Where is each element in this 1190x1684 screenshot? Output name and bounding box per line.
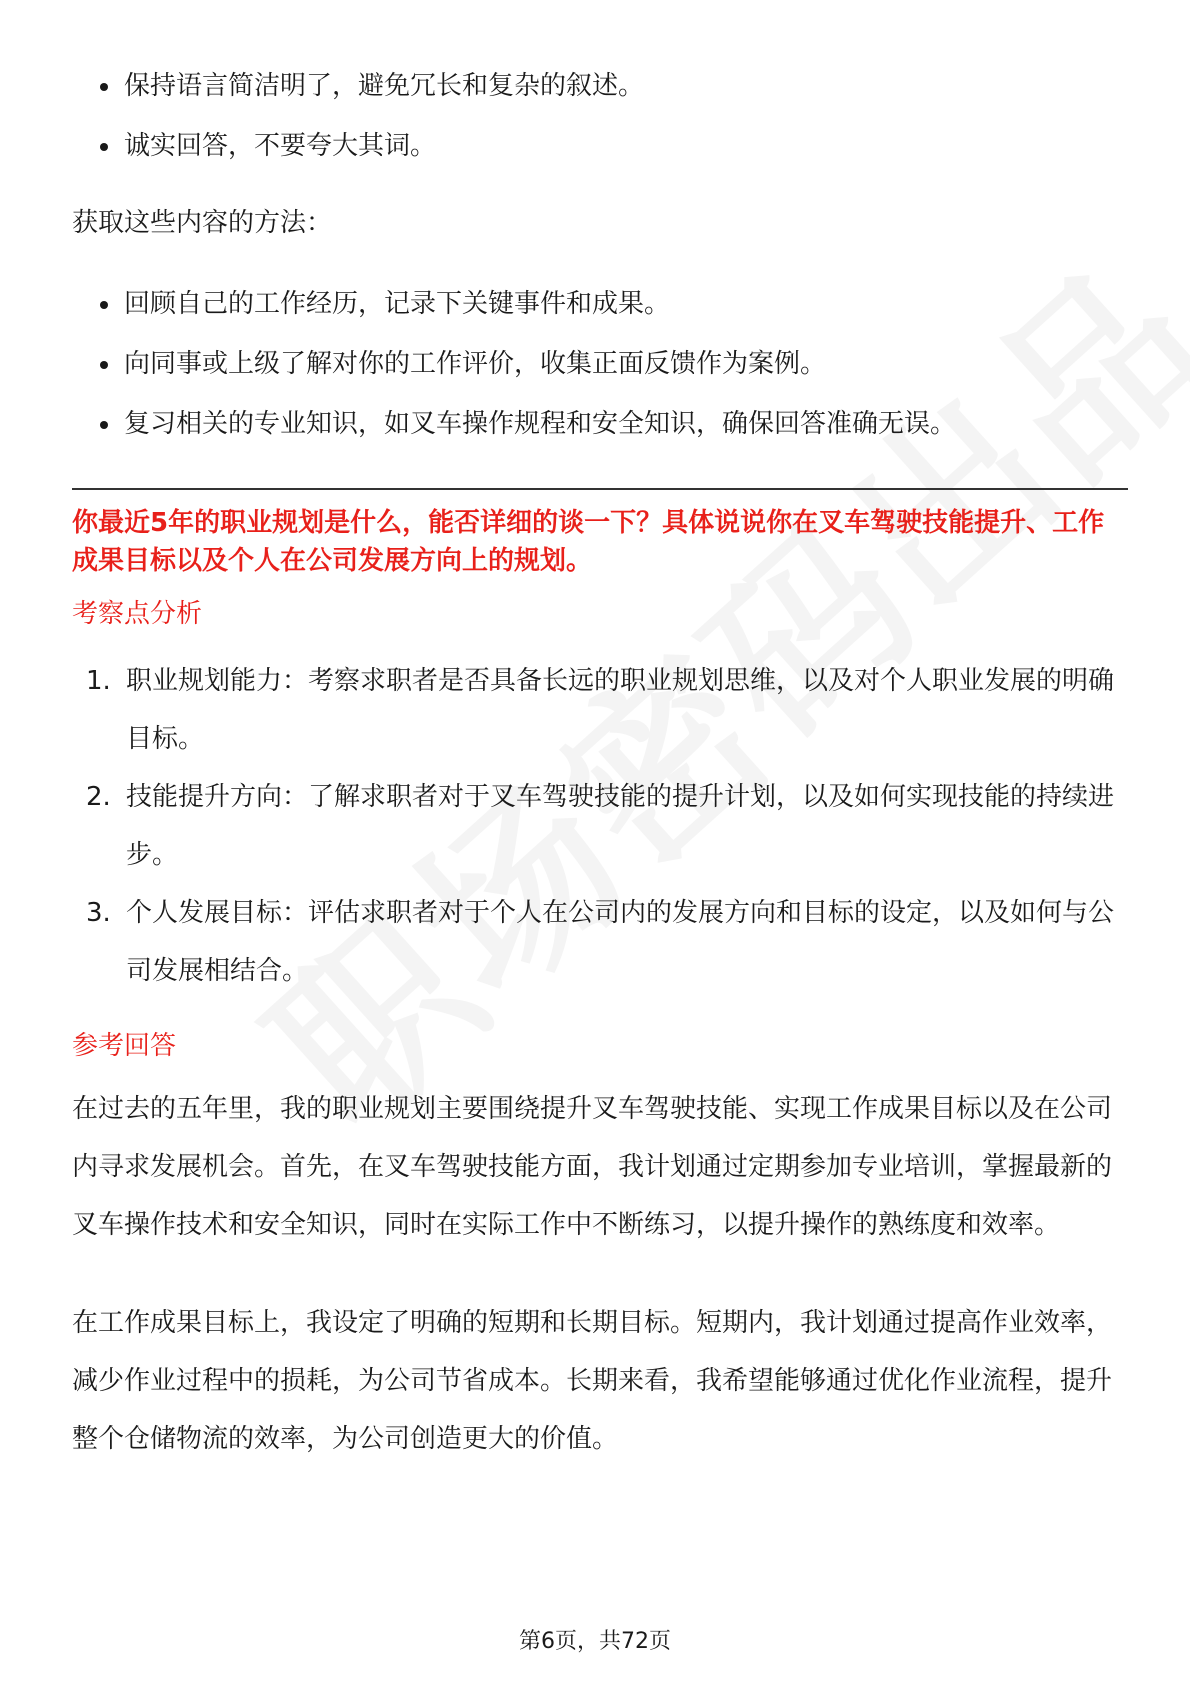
answer-paragraph: 在过去的五年里，我的职业规划主要围绕提升叉车驾驶技能、实现工作成果目标以及在公司内寻求发展机会。首先，在叉车驾驶技能方面，我计划通过定期参加专业培训，掌握最新的叉车操作技术和安全知识，同时在实际工作中不断练习，以提升操作的熟练度和效率。 bbox=[72, 1094, 1113, 1240]
list-item: 诚实回答，不要夸大其词。 bbox=[98, 116, 1128, 176]
list-item bbox=[72, 884, 1128, 1000]
list-item bbox=[72, 652, 1128, 768]
list-item: 回顾自己的工作经历，记录下关键事件和成果。 bbox=[98, 274, 1128, 334]
section-divider bbox=[72, 488, 1128, 490]
item-number: 3. bbox=[86, 898, 111, 928]
item-text: 职业规划能力：考察求职者是否具备长远的职业规划思维，以及对个人职业发展的明确目标。 bbox=[126, 666, 1115, 754]
page-content bbox=[72, 56, 1128, 1508]
interview-question: 你最近5年的职业规划是什么，能否详细的谈一下？具体说说你在叉车驾驶技能提升、工作成果目标以及个人在公司发展方向上的规划。 bbox=[72, 508, 1105, 576]
page-number: 第6页，共72页 bbox=[519, 1629, 671, 1654]
analysis-list bbox=[72, 652, 1128, 1000]
item-text: 技能提升方向：了解求职者对于叉车驾驶技能的提升计划，以及如何实现技能的持续进步。 bbox=[126, 782, 1115, 870]
item-text: 个人发展目标：评估求职者对于个人在公司内的发展方向和目标的设定，以及如何与公司发展相结合。 bbox=[126, 898, 1115, 986]
list-item: 复习相关的专业知识，如叉车操作规程和安全知识，确保回答准确无误。 bbox=[98, 394, 1128, 454]
item-number: 1. bbox=[86, 666, 111, 696]
item-number: 2. bbox=[86, 782, 111, 812]
answer-heading: 参考回答 bbox=[72, 1031, 177, 1061]
list-item bbox=[72, 768, 1128, 884]
answer-paragraph: 在工作成果目标上，我设定了明确的短期和长期目标。短期内，我计划通过提高作业效率，减少作业过程中的损耗，为公司节省成本。长期来看，我希望能够通过优化作业流程，提升整个仓储物流的效率，为公司创造更大的价值。 bbox=[72, 1308, 1113, 1454]
tips-list bbox=[72, 56, 1128, 176]
list-item: 向同事或上级了解对你的工作评价，收集正面反馈作为案例。 bbox=[98, 334, 1128, 394]
methods-list bbox=[72, 274, 1128, 454]
list-item: 保持语言简洁明了，避免冗长和复杂的叙述。 bbox=[98, 56, 1128, 116]
analysis-heading: 考察点分析 bbox=[72, 599, 203, 629]
methods-lead: 获取这些内容的方法： bbox=[72, 208, 333, 238]
